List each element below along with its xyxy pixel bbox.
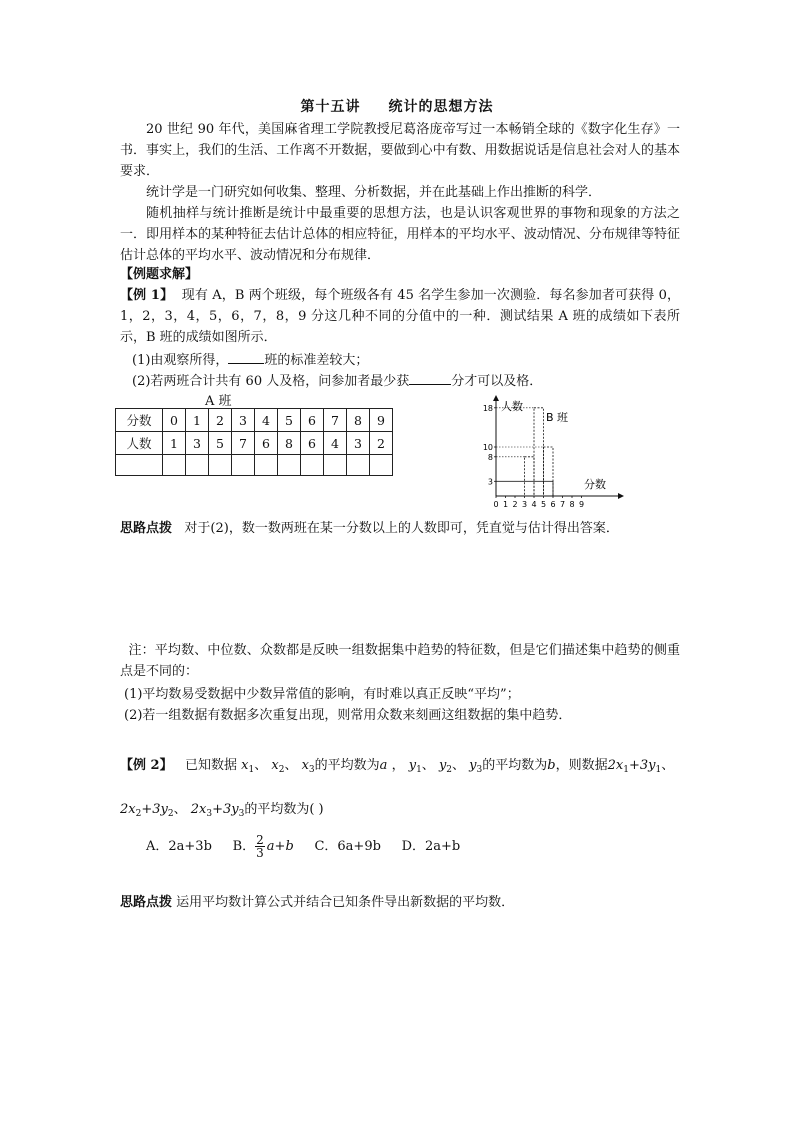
note-item-2: (2)若一组数据有数据多次重复出现，则常用众数来刻画这组数据的集中趋势． (124, 708, 572, 723)
bar-4-5 (534, 408, 544, 496)
x-axis-label: 分数 (584, 478, 606, 491)
table-row-counts: 人数 1 3 5 7 6 8 6 4 3 2 (116, 432, 393, 455)
option-d[interactable]: D．2a+b (401, 839, 461, 854)
example-2-line-2: $2x_2+3y_2$、 $2x_3+3y_3$的平均数为( ) (120, 802, 324, 819)
table-header-score: 分数 (116, 409, 163, 432)
hint-1 (120, 518, 680, 539)
example-1-question-2: (2)若两班合计共有 60 人及格，问参加者最少获 分才可以及格． (132, 374, 543, 389)
y-tick-8: 8 (487, 452, 493, 462)
example-2-label: 【例 2】 (120, 758, 173, 773)
intro-paragraph-2: 统计学是一门研究如何收集、整理、分析数据，并在此基础上作出推断的科学． (146, 185, 602, 200)
y-tick-3: 3 (487, 477, 493, 487)
y-tick-18: 18 (482, 403, 493, 413)
x-tick-1: 1 (502, 500, 509, 509)
hint-2-label: 思路点拨 (120, 895, 173, 910)
x-tick-4: 4 (531, 500, 537, 509)
table-row-empty (116, 455, 393, 476)
hint-1-text: 对于(2)，数一数两班在某一分数以上的人数即可，凭直觉与估计得出答案． (184, 521, 619, 536)
table-header-count: 人数 (116, 432, 163, 455)
option-c[interactable]: C．6a+9b (314, 839, 381, 854)
y-tick-10: 10 (482, 443, 493, 452)
bar-3-4 (525, 457, 535, 496)
x-tick-3: 3 (521, 500, 528, 509)
answer-blank-1[interactable] (228, 351, 264, 364)
x-tick-5: 5 (540, 500, 547, 509)
chart-title: B 班 (546, 411, 569, 424)
intro-paragraph-3: 随机抽样与统计推断是统计中最重要的思想方法，也是认识客观世界的事物和现象的方法之一．即用样本的某种特征去估计总体的相应特征，用样本的平均水平、波动情况、分布规律等特征估计总体的平均水平、波动情况和分布规律． (120, 206, 680, 263)
bar-5-6 (544, 447, 554, 496)
class-b-bar-chart (470, 390, 640, 515)
example-1-statement (120, 285, 680, 348)
example-2-options (146, 834, 460, 860)
x-tick-2: 2 (512, 500, 518, 509)
note-item-1: (1)平均数易受数据中少数异常值的影响，有时难以真正反映“平均”； (124, 687, 520, 702)
option-a[interactable]: A．2a+3b (146, 839, 212, 854)
example-1-question-1: (1)由观察所得， 班的标准差较大； (132, 353, 369, 368)
x-tick-9: 9 (578, 500, 585, 509)
lecture-topic: 统计的思想方法 (388, 99, 494, 115)
x-tick-0: 0 (493, 500, 499, 509)
section-heading: 【例题求解】 (120, 267, 199, 282)
x-tick-8: 8 (569, 500, 575, 509)
intro-paragraph-1: 20 世纪 90 年代，美国麻省理工学院教授尼葛洛庞帝写过一本畅销全球的《数字化生存》一书．事实上，我们的生活、工作离不开数据，要做到心中有数、用数据说话是信息社会对人的基本要求． (120, 122, 680, 179)
page-title (0, 96, 794, 116)
lecture-number: 第十五讲 (300, 99, 361, 115)
answer-blank-2[interactable] (409, 372, 451, 385)
class-a-score-table (115, 408, 393, 476)
note-paragraph-1: 注：平均数、中位数、众数都是反映一组数据集中趋势的特征数，但是它们描述集中趋势的侧重点是不同的： (120, 643, 680, 679)
option-b[interactable]: B． $\frac{2}{3}$ a+b (232, 833, 294, 860)
hint-1-label: 思路点拨 (120, 521, 173, 536)
hint-2-text: 运用平均数计算公式并结合已知条件导出新数据的平均数． (176, 895, 515, 910)
table-caption: A 班 (205, 394, 232, 409)
y-axis-label: 人数 (501, 400, 523, 413)
example-1-text: 现有 A，B 两个班级，每个班级各有 45 名学生参加一次测验．每名参加者可获得 0，1，2，3，4，5，6，7，8，9 分这几种不同的分值中的一种．测试结果 A 班的成绩如下表所示，B 班的成绩如图所示． (120, 288, 680, 345)
x-tick-6: 6 (550, 500, 556, 509)
example-1-label: 【例 1】 (120, 288, 174, 303)
hint-2 (120, 892, 680, 913)
example-2-line-1: 【例 2】 已知数据 $x_1$、 $x_2$、 $x_3$的平均数为a ， $y_1$、 $y_2$、 $y_3$的平均数为b，则数据$2x_1+3y_1$、 (120, 758, 675, 775)
x-tick-7: 7 (559, 500, 566, 509)
table-row-scores: 分数 0 1 2 3 4 5 6 7 8 9 (116, 409, 393, 432)
